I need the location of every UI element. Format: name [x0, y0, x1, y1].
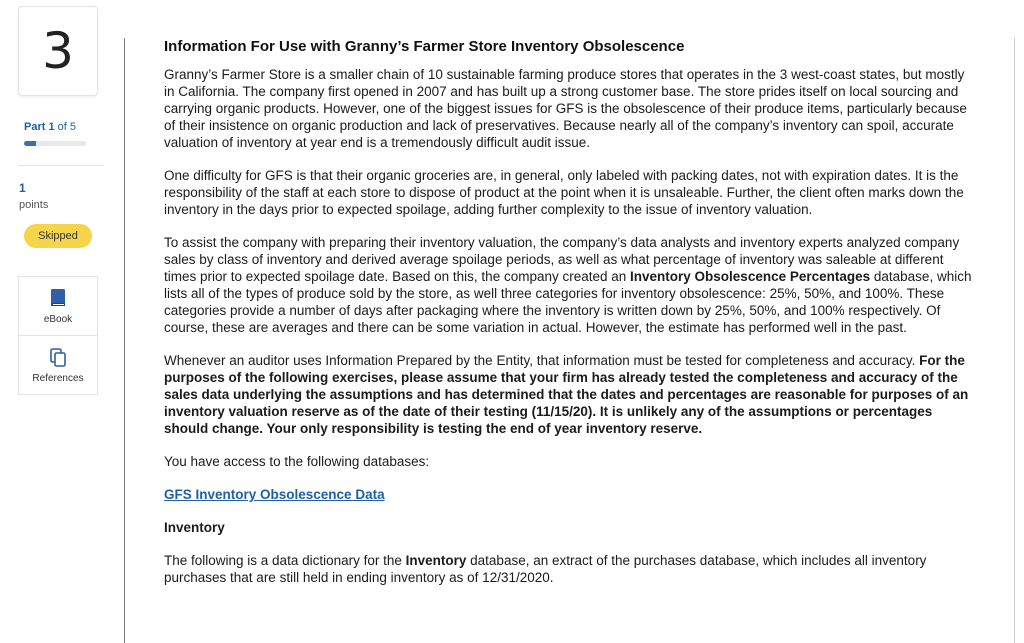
- paragraph-assist: [164, 234, 978, 336]
- paragraph-assist-text-b: database, which lists all of the types of produce sold by the store, as well three categories for inventory obsolescence: 25%, 50%, and 100%. These categories provide a number of days after packaging where the inventory is written down by 25%, 50%, and 100% respectively. Of course, these are averages and there can be some variation in actual. However, the estimate has performed well in the past.: [164, 269, 972, 335]
- paragraph-assist-text-a: To assist the company with preparing their inventory valuation, the company’s data analysts and inventory experts analyzed company sales by class of inventory and derived average spoilage periods, as well as what percentage of inventory was saleable at different times prior to expected spoilage date. Based on this, the company created an: [164, 235, 960, 284]
- paragraph-dict-bold: Inventory: [405, 553, 467, 568]
- paragraph-assumptions-text: Whenever an auditor uses Information Prepared by the Entity, that information must be tested for completeness and accuracy.: [164, 353, 920, 368]
- ebook-button[interactable]: [18, 276, 98, 336]
- paragraph-intro: Granny’s Farmer Store is a smaller chain of 10 sustainable farming produce stores that operates in the 3 west-coast states, but mostly in California. The company first opened in 2007 and has built up a strong customer base. The store prides itself on local sourcing and carrying organic products. However, one of the biggest issues for GFS is the obsolescence of their produce items, particularly because of their insistence on organic production and lack of preservatives. Because nearly all of the company’s inventory can spoil, accurate valuation of inventory at year end is a tremendously difficult audit issue.: [164, 67, 967, 150]
- inventory-heading: Inventory: [164, 520, 225, 535]
- part-current: 1: [48, 121, 55, 133]
- paragraph-assist-bold: Inventory Obsolescence Percentages: [630, 269, 871, 284]
- ebook-label: eBook: [43, 313, 73, 325]
- paragraph-difficulty: One difficulty for GFS is that their organic groceries are, in general, only labeled with packing dates, not with expiration dates. It is the responsibility of the staff at each store to dispose of product at the point when it is unsaleable. Further, the client often marks down the inventory in the days prior to expected spoilage, adding further complexity to the issue of inventory valuation.: [164, 168, 964, 217]
- points-label: points: [19, 199, 49, 211]
- question-content: [164, 38, 978, 602]
- part-progress-bar: [24, 141, 86, 146]
- question-number: 3: [18, 6, 98, 96]
- part-progress-fill: [24, 141, 36, 146]
- references-button[interactable]: [18, 335, 98, 395]
- part-total: of 5: [57, 121, 77, 133]
- page-title: Information For Use with Granny’s Farmer Store Inventory Obsolescence: [164, 38, 685, 55]
- paragraph-databases: You have access to the following databases:: [164, 454, 430, 469]
- references-icon: [49, 347, 67, 367]
- book-icon: [49, 288, 67, 308]
- paragraph-assumptions: [164, 352, 978, 437]
- status-badge: Skipped: [24, 224, 92, 248]
- part-word: Part: [24, 121, 46, 133]
- references-label: References: [32, 372, 84, 384]
- paragraph-assumptions-bold: For the purposes of the following exercises, please assume that your firm has already tested the completeness and accuracy of the sales data underlying the assumptions and has determined that the dates and percentages are reasonable for purposes of an inventory valuation reserve as of the date of their testing (11/15/20). It is unlikely any of the assumptions or percentages should change. Your only responsibility is testing the end of year inventory reserve.: [164, 353, 969, 436]
- paragraph-dict-text-a: The following is a data dictionary for the: [164, 553, 406, 568]
- part-indicator: [24, 121, 76, 133]
- sidebar-divider: [18, 165, 104, 166]
- question-sidebar: [0, 0, 116, 643]
- content-left-border: [124, 38, 125, 643]
- paragraph-dict-text-b: database, an extract of the purchases database, which includes all inventory purchases that are still held in ending inventory as of 12/31/2020.: [164, 553, 927, 585]
- gfs-data-link[interactable]: GFS Inventory Obsolescence Data: [164, 487, 385, 502]
- content-right-border: [1014, 38, 1015, 643]
- points-value: 1: [19, 181, 26, 195]
- paragraph-data-dictionary: [164, 552, 978, 586]
